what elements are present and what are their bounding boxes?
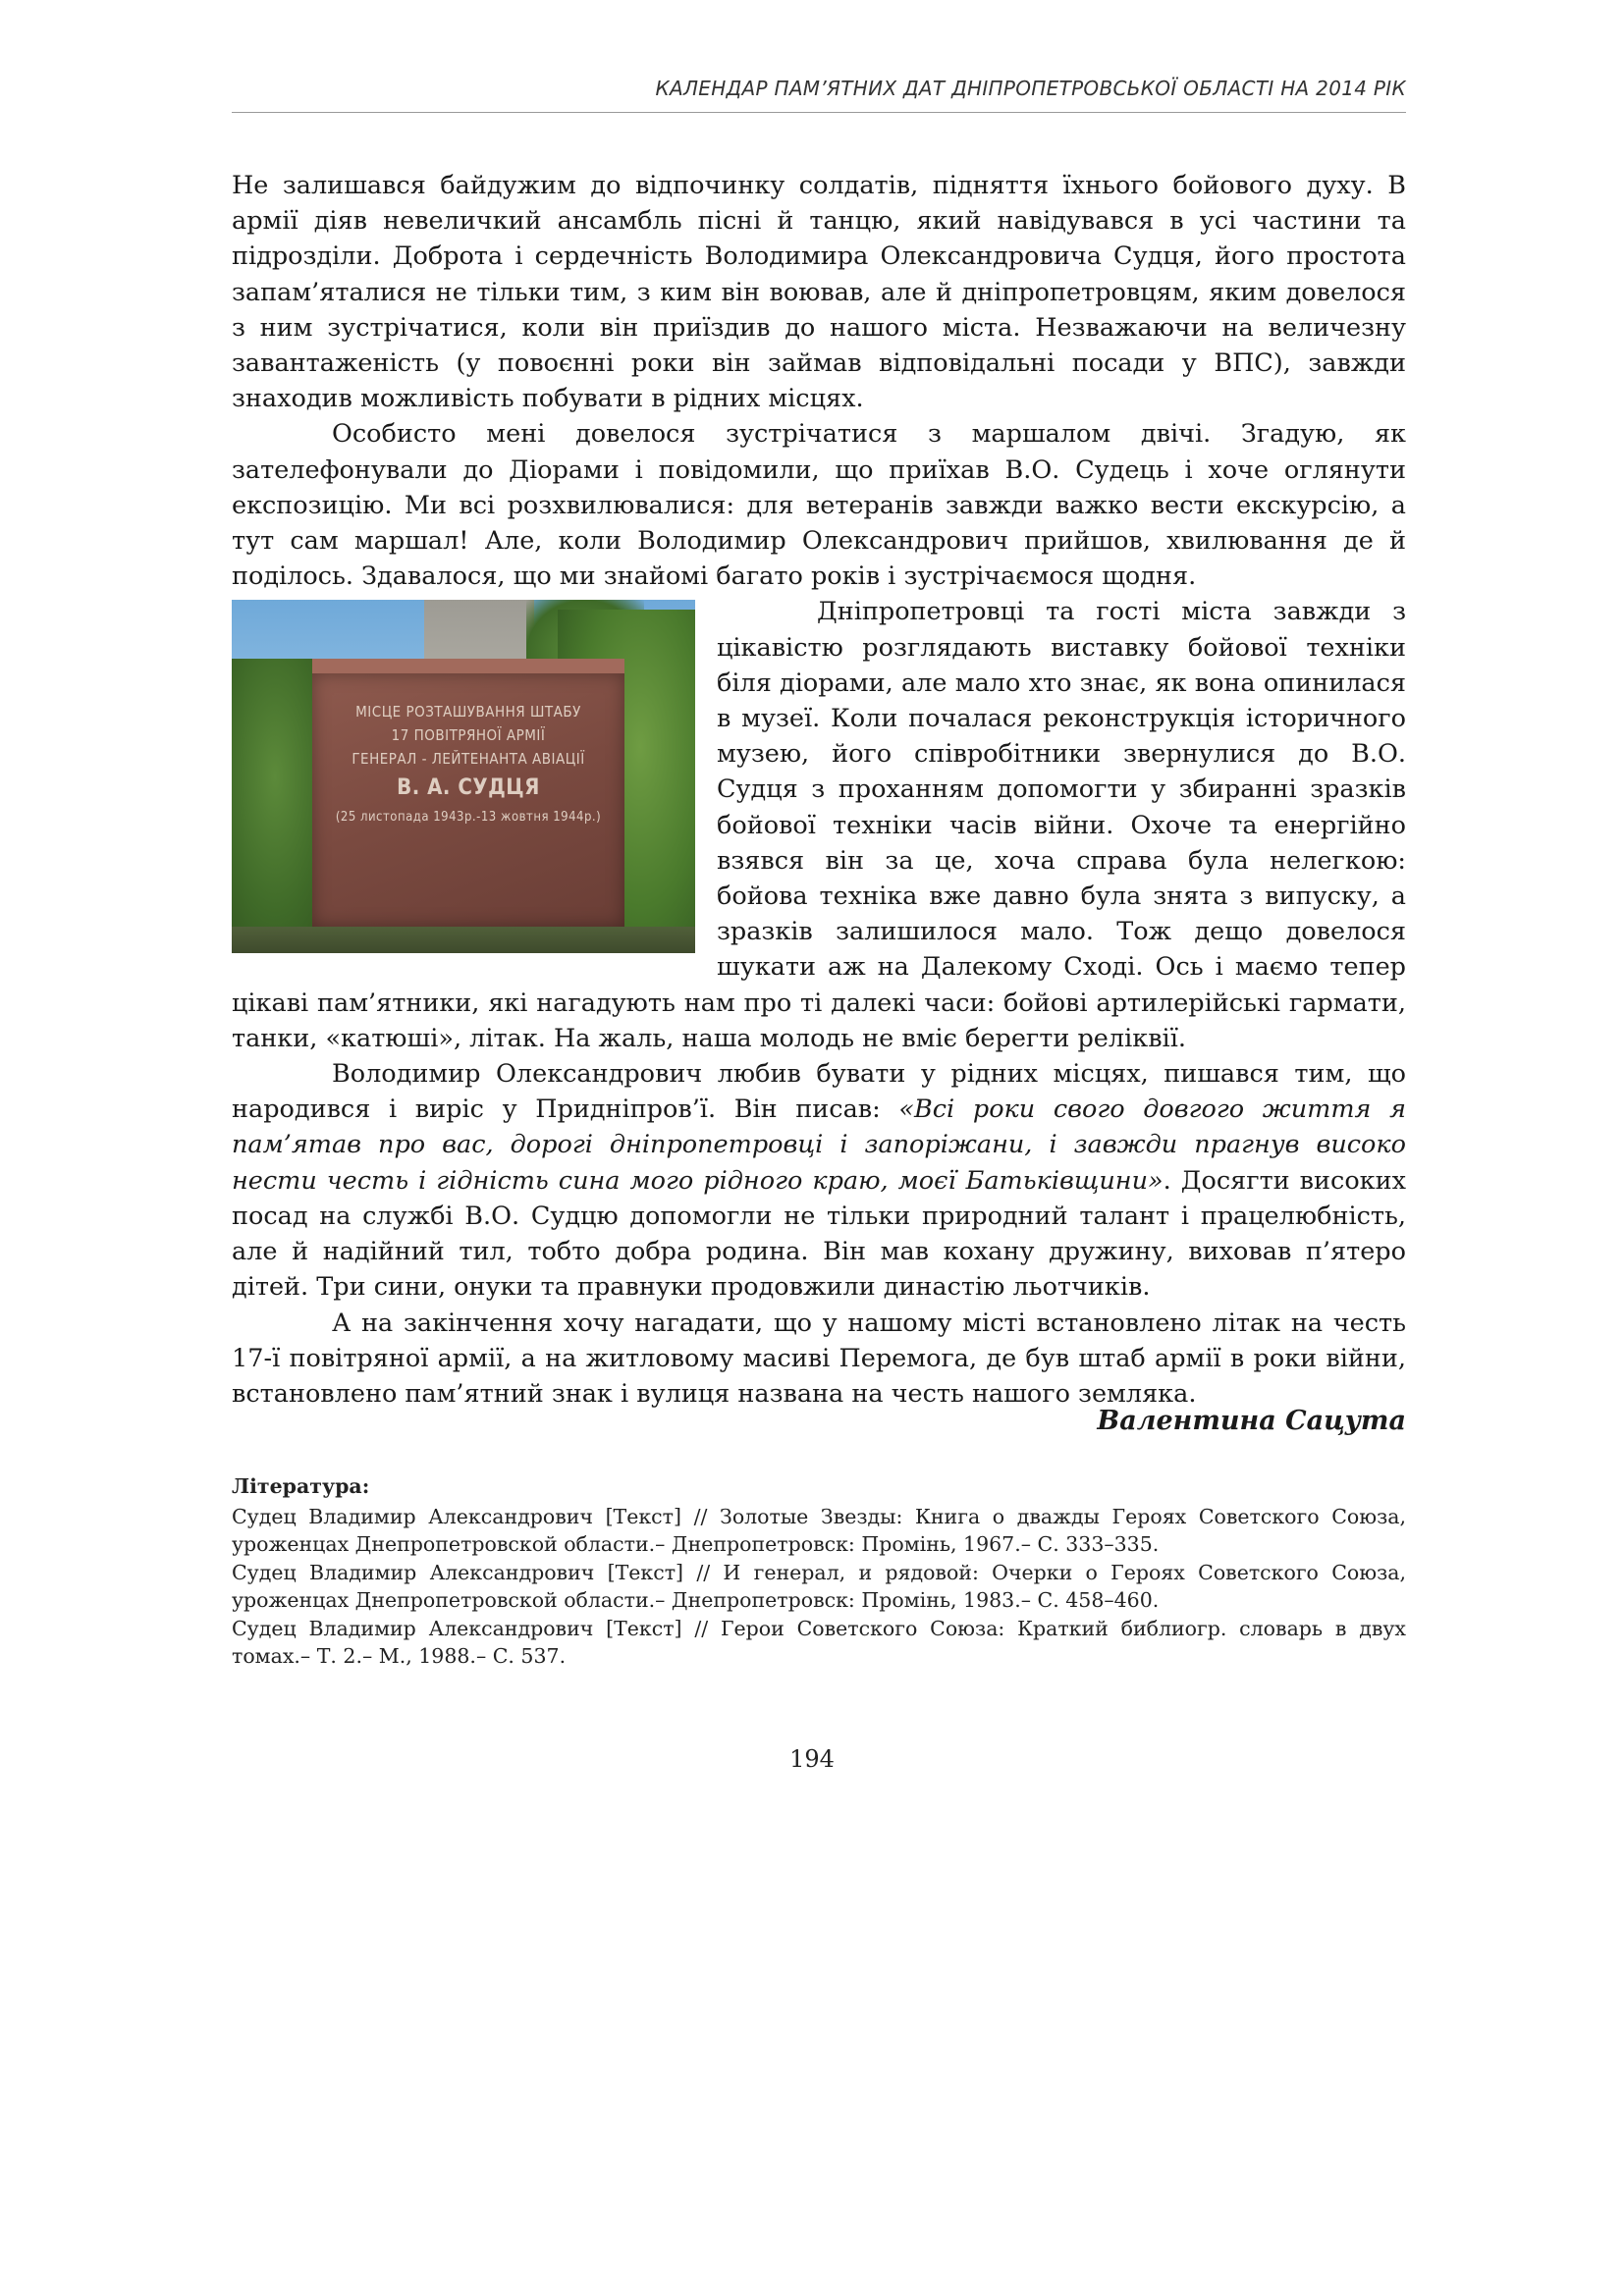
article-body [232,168,1406,1412]
inscription-line: 17 ПОВІТРЯНОЇ АРМІЇ [391,726,546,745]
reference-item: Судец Владимир Александрович [Текст] // Герои Советского Союза: Краткий библиогр. словарь в двух томах.– Т. 2.– М., 1988.– С. 537. [232,1616,1406,1668]
inscription-line: В. А. СУДЦЯ [397,775,540,801]
paragraph-text: Володимир Олександрович любив бувати у рідних місцях, пишався тим, що народився і виріс у Придніпров’ї. Він писав: [232,1059,1406,1125]
author-signature: Валентина Сацута [1097,1406,1406,1436]
inscription-line: ГЕНЕРАЛ - ЛЕЙТЕНАНТА АВІАЦІЇ [352,750,585,769]
references [232,1472,1406,1671]
inscription-line: (25 листопада 1943р.-13 жовтня 1944р.) [335,810,602,826]
photo-ground [232,927,695,953]
paragraph [232,1056,1406,1305]
paragraph: А на закінчення хочу нагадати, що у нашому місті встановлено літак на честь 17-ї повітряної армії, а на житловому масиві Перемога, де був штаб армії в роки війни, встановлено пам’ятний знак і вулиця названа на честь нашого земляка. [232,1308,1406,1409]
running-header: КАЛЕНДАР ПАМ’ЯТНИХ ДАТ ДНІПРОПЕТРОВСЬКОЇ ОБЛАСТІ НА 2014 РІК [655,77,1406,100]
quote: «Всі роки свого довгого життя я пам’ятав про вас, дорогі дніпропетровці і запоріжани, і завжди прагнув високо нести честь і гідність сина мого рідного краю, моєї Батьківщини» [232,1095,1406,1196]
references-title: Література: [232,1474,370,1498]
paragraph: Особисто мені довелося зустрічатися з маршалом двічі. Згадую, як зателефонували до Діорами і повідомили, що приїхав В.О. Судець і хоче оглянути експозицію. Ми всі розхвилювалися: для ветеранів завжди важко вести екскурсію, а тут сам маршал! Але, коли Володимир Олександрович прийшов, хвилювання де й поділось. Здавалося, що ми знайомі багато років і зустрічаємося щодня. [232,419,1406,592]
monument-inscription [312,700,624,829]
reference-item: Судец Владимир Александрович [Текст] // Золотые Звезды: Книга о дважды Героях Советского Союза, уроженцах Днепропетровской области.– Днепропетровск: Промінь, 1967.– С. 333–335. [232,1504,1406,1556]
reference-item: Судец Владимир Александрович [Текст] // И генерал, и рядовой: Очерки о Героях Советского Союза, уроженцах Днепропетровской области.– Днепропетровск: Промінь, 1983.– С. 458–460. [232,1560,1406,1612]
header-rule [232,112,1406,113]
paragraph: Не залишався байдужим до відпочинку солдатів, підняття їхнього бойового духу. В армії діяв невеличкий ансамбль пісні й танцю, який навідувався в усі частини та підрозділи. Доброта і сердечність Володимира Олександровича Судця, його простота запам’яталися не тільки тим, з ким він воював, але й дніпропетровцям, яким довелося з ним зустрічатися, коли він приїздив до нашого міста. Незважаючи на величезну завантаженість (у повоєнні роки він займав відповідальні посади у ВПС), завжди знаходив можливість побувати в рідних місцях. [232,171,1406,414]
page-number: 194 [789,1745,835,1773]
monument-photo [232,600,695,953]
inscription-line: МІСЦЕ РОЗТАШУВАННЯ ШТАБУ [355,703,581,721]
paragraph-text: . Досягти високих посад на службі В.О. Судцю допомогли не тільки природний талант і працелюбність, але й надійний тил, тобто добра родина. Він мав кохану дружину, виховав п’ятеро дітей. Три сини, онуки та правнуки продовжили династію льотчиків. [232,1165,1406,1303]
paragraph: Дніпропетровці та гості міста завжди з цікавістю розглядають виставку бойової техніки біля діорами, але мало хто знає, як вона опинилася в музеї. Коли почалася реконструкція історичного музею, його співробітники звернулися до В.О. Судця з проханням допомогти у збиранні зразків бойової техніки часів війни. Охоче та енергійно взявся він за це, хоча справа була нелегкою: бойова техніка вже давно була знята з випуску, а зразків залишилося мало. Тож дещо довелося шукати аж на Далекому Сході. Ось і маємо тепер цікаві пам’ятники, які нагадують нам про ті далекі часи: бойові артилерійські гармати, танки, «катюші», літак. На жаль, наша молодь не вміє берегти реліквії. [232,597,1406,1053]
